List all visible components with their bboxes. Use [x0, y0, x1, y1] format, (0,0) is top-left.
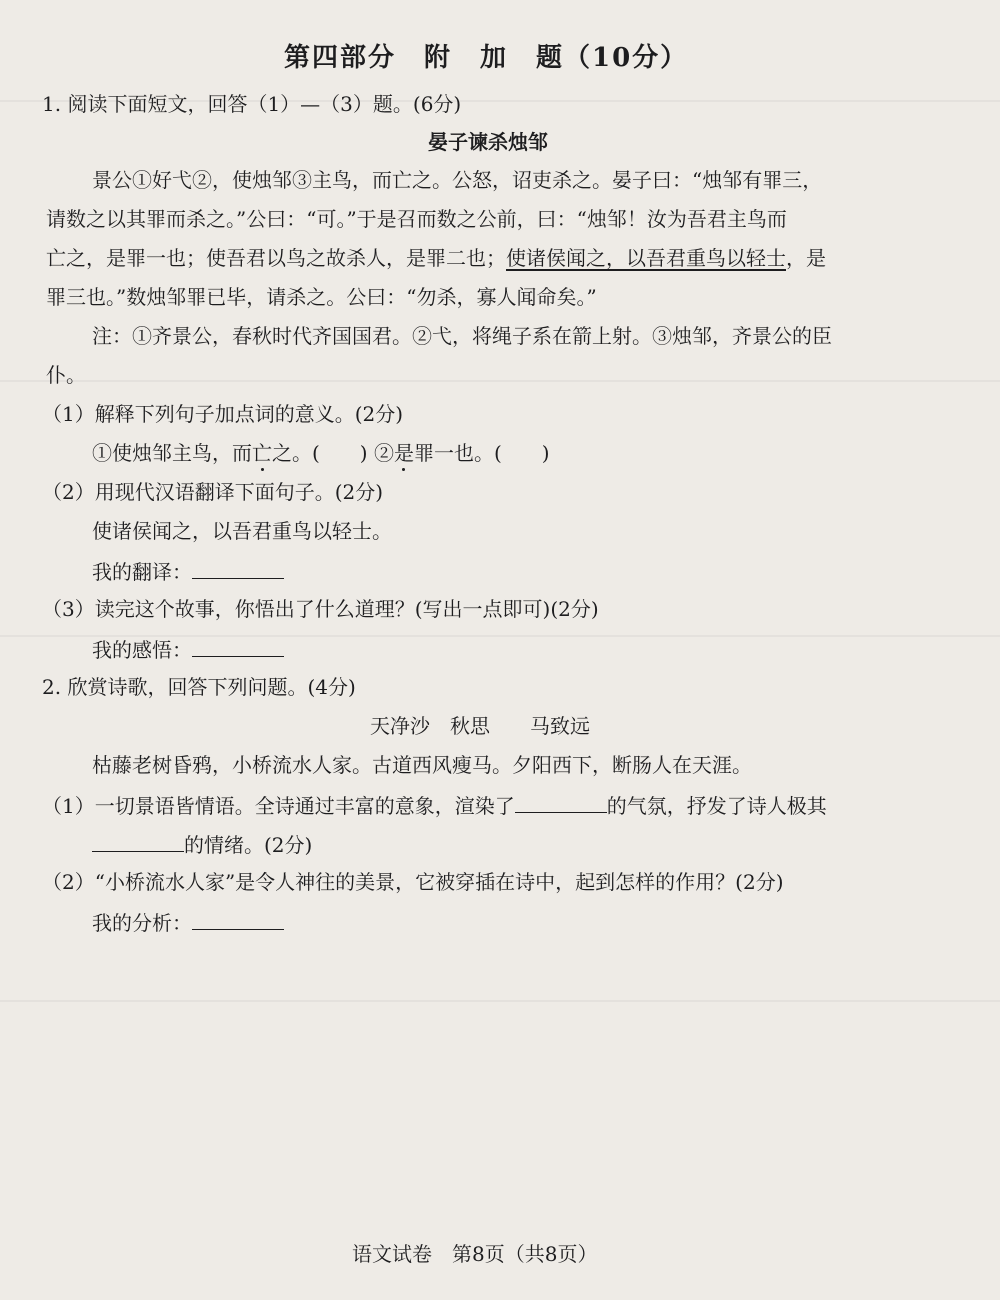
passage-line-3: [46, 244, 826, 272]
underlined-sentence: 使诸侯闻之，以吾君重鸟以轻士: [506, 246, 786, 270]
q1-stem: 1. 阅读下面短文，回答（1）—（3）题。(6分): [42, 92, 462, 116]
atmosphere-blank[interactable]: [515, 790, 607, 813]
q1-sub2: （2）用现代汉语翻译下面句子。(2分): [42, 480, 384, 504]
q2-stem: 2. 欣赏诗歌，回答下列问题。(4分): [42, 675, 356, 699]
page-footer: 语文试卷 第8页（共8页）: [352, 1242, 598, 1266]
dotted-word-shi: 是: [393, 441, 414, 465]
translate-sentence: 使诸侯闻之，以吾君重鸟以轻士。: [92, 519, 392, 543]
q2-sub1-text-c: 的情绪。(2分): [184, 833, 313, 857]
dotted-word-wang: 亡: [252, 441, 272, 465]
passage-title: 晏子谏杀烛邹: [428, 130, 548, 154]
q2-sub1-line-1: [42, 790, 827, 820]
emotion-blank[interactable]: [92, 829, 184, 852]
note-line-2: 仆。: [46, 363, 86, 387]
poem-text: 枯藤老树昏鸦，小桥流水人家。古道西风瘦马。夕阳西下，断肠人在天涯。: [92, 753, 752, 777]
page-title: 第四部分 附 加 题（10分）: [284, 43, 689, 73]
bleed-line: [0, 1000, 1000, 1002]
sub1-text-b: 之。( ) ②: [272, 441, 394, 465]
analysis-label: 我的分析：: [92, 911, 192, 935]
insight-label: 我的感悟：: [92, 638, 192, 662]
analysis-answer-line: [92, 907, 284, 937]
q2-sub1-line-2: [92, 829, 312, 859]
q1-sub1: （1）解释下列句子加点词的意义。(2分): [42, 402, 404, 426]
passage-line-4: 罪三也。”数烛邹罪已毕，请杀之。公曰：“勿杀，寡人闻命矣。”: [46, 285, 597, 309]
sub1-text-c: 罪一也。( ): [413, 441, 550, 465]
passage-line-3-start: 亡之，是罪一也；使吾君以鸟之故杀人，是罪二也；: [46, 246, 506, 270]
passage-line-2: 请数之以其罪而杀之。”公曰：“可。”于是召而数之公前，曰：“烛邹！汝为吾君主鸟而: [46, 207, 787, 231]
note-line-1: 注：①齐景公，春秋时代齐国国君。②弋，将绳子系在箭上射。③烛邹，齐景公的臣: [92, 324, 832, 348]
q1-sub1-items: [92, 439, 550, 467]
translation-label: 我的翻译：: [92, 560, 192, 584]
poem-title: 天净沙 秋思 马致远: [370, 714, 590, 738]
sub1-text-a: ①使烛邹主鸟，而: [92, 441, 252, 465]
q2-sub1-text-b: 的气氛，抒发了诗人极其: [606, 794, 827, 818]
translation-blank[interactable]: [192, 556, 284, 579]
translation-answer-line: [92, 556, 284, 586]
q1-sub3: （3）读完这个故事，你悟出了什么道理？(写出一点即可)(2分): [42, 597, 599, 621]
analysis-blank[interactable]: [192, 907, 284, 930]
passage-line-1: 景公①好弋②，使烛邹③主鸟，而亡之。公怒，诏吏杀之。晏子曰：“烛邹有罪三，: [92, 168, 823, 192]
insight-blank[interactable]: [192, 634, 284, 657]
q2-sub2: （2）“小桥流水人家”是令人神往的美景，它被穿插在诗中，起到怎样的作用？(2分): [42, 870, 784, 894]
insight-answer-line: [92, 634, 284, 664]
q2-sub1-text-a: （1）一切景语皆情语。全诗通过丰富的意象，渲染了: [42, 794, 515, 818]
bleed-line: [0, 380, 1000, 382]
passage-line-3-end: ，是: [786, 246, 826, 270]
